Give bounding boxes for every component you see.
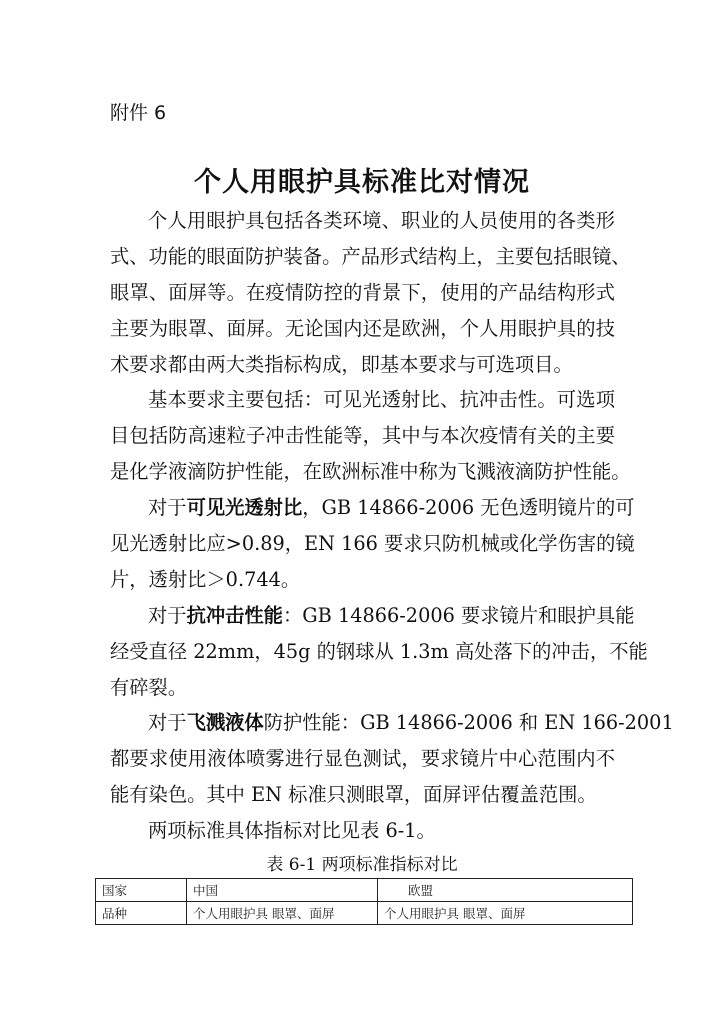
text-line: [110, 670, 615, 706]
text-line: [110, 382, 615, 418]
table-cell: 欧盟: [378, 879, 633, 902]
text-segment: ，GB 14866-2006 无色透明镜片的可: [302, 496, 635, 520]
text-line: [110, 418, 615, 454]
text-segment: 目包括防高速粒子冲击性能等，其中与本次疫情有关的主要: [110, 424, 615, 448]
text-line: [110, 562, 615, 598]
text-segment: 有碎裂。: [110, 675, 188, 699]
document-title: 个人用眼护具标准比对情况: [194, 167, 530, 198]
text-segment: 眼罩、面屏等。在疫情防控的背景下，使用的产品结构形式: [110, 280, 615, 304]
bold-term: 可见光透射比: [186, 496, 303, 520]
text-segment: 式、功能的眼面防护装备。产品形式结构上，主要包括眼镜、: [110, 244, 631, 268]
table-cell: 中国: [187, 879, 378, 902]
text-line: [110, 347, 615, 383]
text-line: [110, 203, 615, 239]
text-line: [110, 598, 635, 634]
text-line: [110, 311, 615, 347]
paragraph: [110, 490, 635, 598]
text-line: [110, 490, 635, 526]
text-line: [110, 777, 615, 813]
text-line: [110, 239, 631, 275]
text-segment: 见光透射比应>0.89，EN 166 要求只防机械或化学伤害的镜: [110, 532, 635, 556]
text-segment: 基本要求主要包括：可见光透射比、抗冲击性。可选项: [148, 388, 615, 412]
body-text: [110, 203, 674, 849]
table-cell: 个人用眼护具 眼罩、面屏: [187, 902, 378, 925]
bold-term: 飞溅液体: [186, 711, 264, 735]
text-segment: 主要为眼罩、面屏。无论国内还是欧洲，个人用眼护具的技: [110, 316, 615, 340]
text-segment: 对于: [148, 603, 187, 627]
paragraph: [110, 705, 674, 813]
text-line: [110, 454, 631, 490]
table-row: [96, 902, 633, 925]
text-segment: 经受直径 22mm，45g 的钢球从 1.3m 高处落下的冲击，不能: [110, 639, 648, 663]
table-cell: 国家: [96, 879, 187, 902]
text-segment: 对于: [148, 496, 187, 520]
table-cell: 品种: [96, 902, 187, 925]
text-segment: 都要求使用液体喷雾进行显色测试，要求镜片中心范围内不: [110, 747, 615, 771]
table-caption: 表 6-1 两项标准指标对比: [266, 855, 458, 875]
text-segment: 对于: [148, 711, 187, 735]
text-segment: 能有染色。其中 EN 标准只测眼罩，面屏评估覆盖范围。: [110, 783, 597, 807]
paragraph: [110, 382, 631, 490]
text-segment: 防护性能：GB 14866-2006 和 EN 166-2001: [263, 711, 674, 735]
paragraph: [110, 598, 648, 706]
text-segment: 术要求都由两大类指标构成，即基本要求与可选项目。: [110, 352, 573, 376]
text-segment: 片，透射比＞0.744。: [110, 567, 301, 591]
text-segment: ：GB 14866-2006 要求镜片和眼护具能: [282, 603, 635, 627]
bold-term: 抗冲击性能: [186, 603, 283, 627]
table-cell: 个人用眼护具 眼罩、面屏: [378, 902, 633, 925]
paragraph: [110, 813, 615, 849]
text-line: [110, 526, 635, 562]
text-line: [110, 705, 674, 741]
attachment-label: 附件 6: [110, 102, 167, 124]
text-segment: 两项标准具体指标对比见表 6-1。: [148, 819, 436, 843]
text-line: [110, 813, 615, 849]
comparison-table: [95, 878, 633, 925]
text-line: [110, 741, 615, 777]
table-row: [96, 879, 633, 902]
paragraph: [110, 203, 631, 382]
text-segment: 个人用眼护具包括各类环境、职业的人员使用的各类形: [148, 209, 615, 232]
text-line: [110, 275, 615, 311]
text-line: [110, 634, 648, 670]
text-segment: 是化学液滴防护性能，在欧洲标准中称为飞溅液滴防护性能。: [110, 460, 631, 484]
